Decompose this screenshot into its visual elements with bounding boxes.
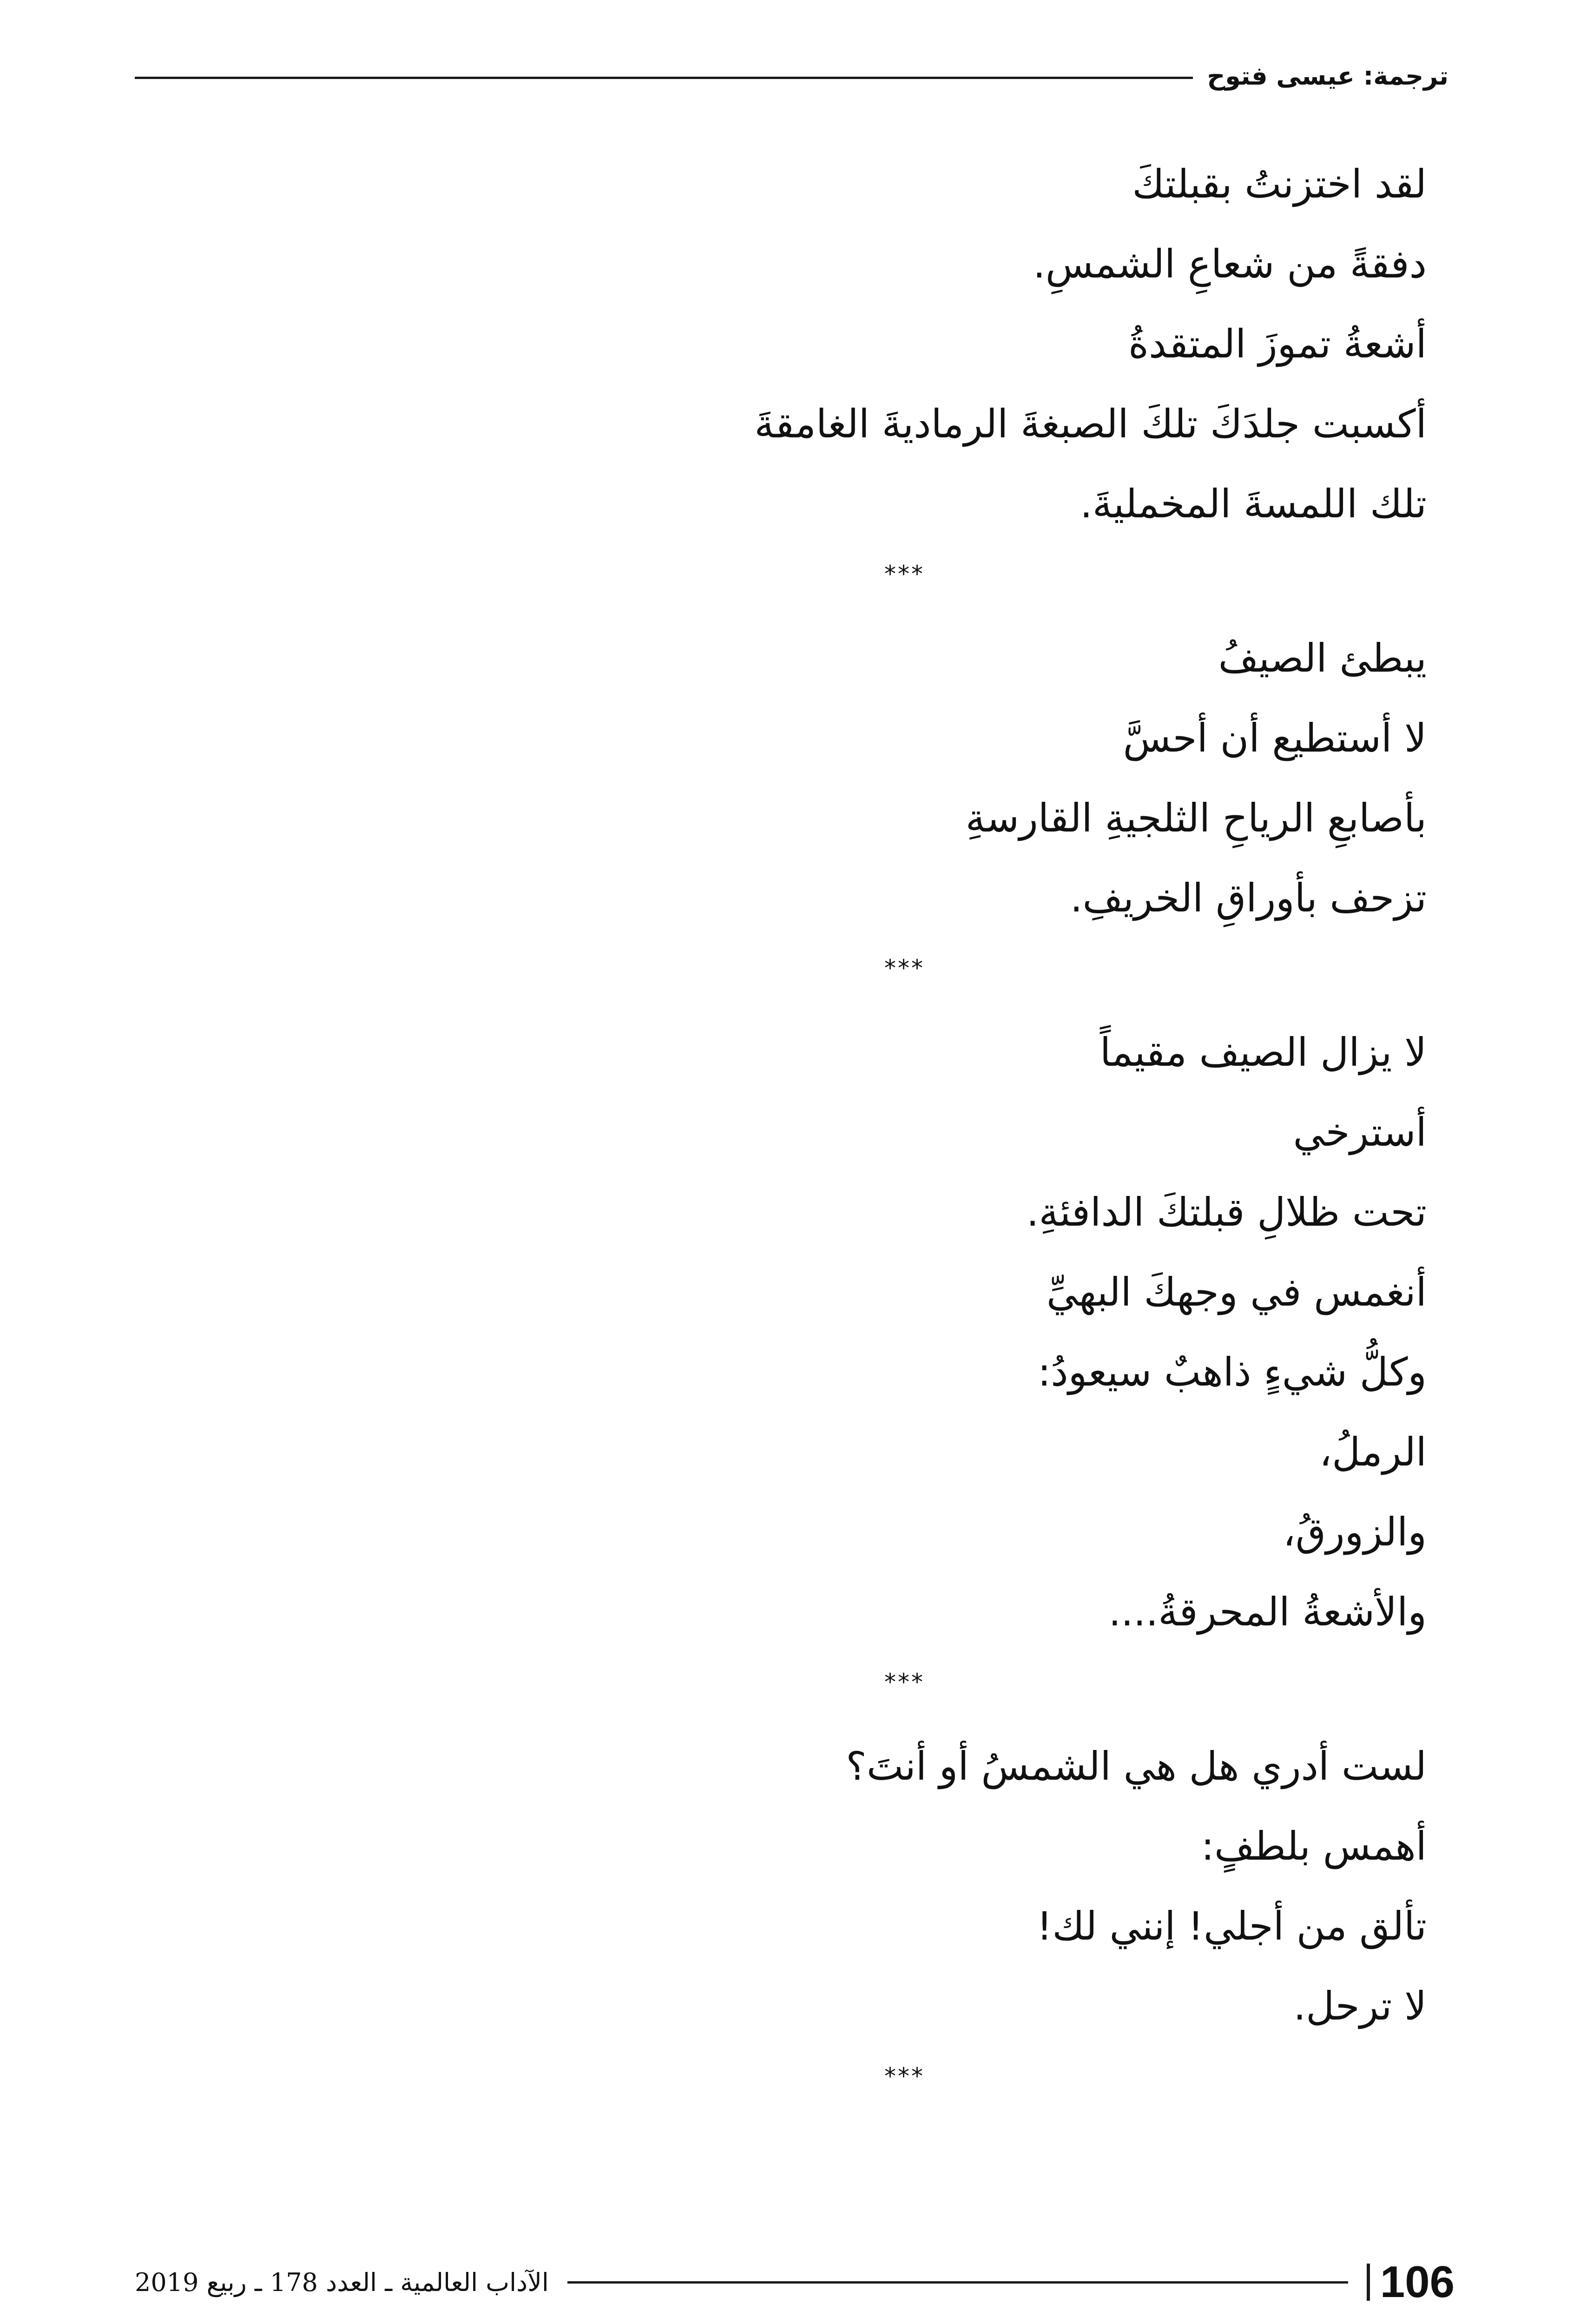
footer-rule [567,2281,1348,2284]
poem-line: تلك اللمسةَ المخمليةَ. [1080,481,1427,527]
poem-body [544,144,1427,2120]
poem-line: تألق من أجلي! إنني لك! [1036,1903,1427,1949]
poem-line: والأشعةُ المحرقةُ.... [1108,1589,1427,1635]
running-header [135,55,1448,97]
stanza-separator: *** [884,561,925,588]
poem-line: لا يزال الصيف مقيماً [1099,1030,1427,1075]
stanza-separator: *** [884,2063,925,2090]
header-rule [135,77,1193,79]
stanza-separator: *** [884,955,925,982]
poem-line: أنغمس في وجهكَ البهيِّ [1046,1269,1427,1315]
stanza-3 [544,1012,1427,1703]
stanza-1 [544,144,1427,595]
poem-line: يبطئ الصيفُ [1218,635,1427,681]
poem-line: تحت ظلالِ قبلتكَ الدافئةِ. [1026,1189,1427,1235]
poem-line: وكلُّ شيءٍ ذاهبٌ سيعودُ: [1037,1349,1427,1395]
poem-line: الرملُ، [1319,1429,1427,1475]
translator-credit: ترجمة: عيسى فتوح [1207,61,1448,91]
poem-line: لا أستطيع أن أحسَّ [1123,715,1427,761]
poem-line: بأصابعِ الرياحِ الثلجيةِ القارسةِ [965,795,1427,841]
poem-line: لست أدري هل هي الشمسُ أو أنتَ؟ [846,1743,1427,1789]
page-number: 106 [1380,2257,1455,2307]
stanza-separator: *** [884,1669,925,1696]
poem-line: دفقةً من شعاعِ الشمسِ. [1033,241,1427,287]
running-footer [135,2257,1455,2308]
poem-line: أشعةُ تموزَ المتقدةُ [1128,321,1427,367]
poem-line: لقد اختزنتُ بقبلتكَ [1132,161,1427,207]
poem-line: تزحف بأوراقِ الخريفِ. [1070,875,1427,921]
poem-line: أكسبت جلدَكَ تلكَ الصبغةَ الرماديةَ الغامقةَ [754,401,1427,447]
stanza-4 [544,1726,1427,2097]
poem-line: أسترخي [1293,1109,1427,1155]
stanza-2 [544,618,1427,989]
poem-line: والزورقُ، [1283,1509,1427,1555]
poem-line: لا ترحل. [1293,1983,1427,2029]
poem-line: أهمس بلطفٍ: [1201,1823,1427,1869]
page-number-divider [1367,2264,1370,2301]
journal-issue-info: الآداب العالمية ـ العدد 178 ـ ربيع 2019 [135,2267,549,2297]
